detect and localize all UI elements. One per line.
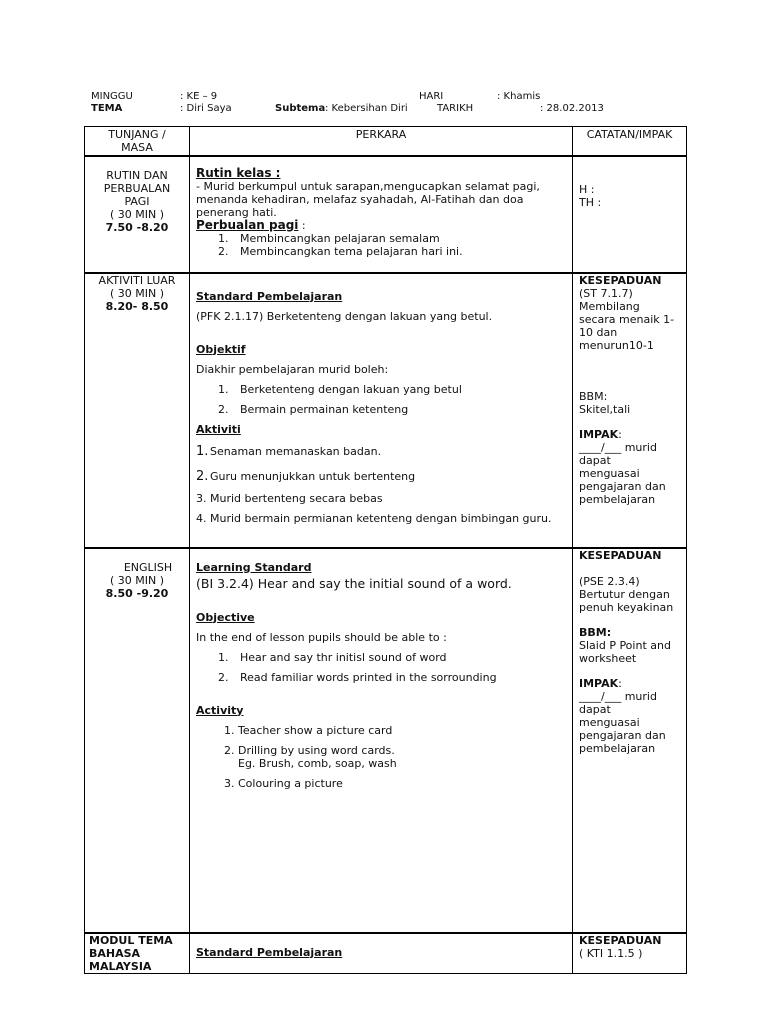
th-field: TH :	[579, 195, 602, 209]
header-perkara: PERKARA	[190, 127, 573, 156]
modul-catatan: KESEPADUAN ( KTI 1.1.5 )	[573, 933, 687, 974]
list-item: 2. Membincangkan tema pelajaran hari ini.	[218, 244, 463, 258]
lesson-plan-table	[84, 126, 687, 974]
hari-value: : Khamis	[497, 91, 541, 102]
list-item: 1. Hear and say thr initisl sound of word	[218, 650, 447, 664]
kesepaduan-title: KESEPADUAN	[579, 273, 662, 287]
standard-pembelajaran-title: Standard Pembelajaran	[196, 289, 343, 303]
rutin-perkara: Rutin kelas : - Murid berkumpul untuk sarapan,mengucapkan selamat pagi, menanda kehadiran, melafaz syahadah, Al-Fatihah dan doa penerang hati. Perbualan pagi : 1. Membincangkan pelajaran semalam 2. Membincangkan tema pelajaran hari ini.	[190, 156, 573, 273]
row-rutin	[85, 156, 687, 273]
rutin-time: 7.50 -8.20	[105, 220, 169, 234]
tarikh-value: : 28.02.2013	[540, 103, 604, 114]
subtema-label: Subtema	[275, 103, 326, 114]
header-catatan: CATATAN/IMPAK	[573, 127, 687, 156]
impak-title: IMPAK	[579, 427, 619, 441]
objective-intro: In the end of lesson pupils should be able to :	[196, 630, 447, 644]
list-item: 4. Murid bermain permianan ketenteng dengan bimbingan guru.	[196, 511, 552, 525]
minggu-value: : KE – 9	[180, 91, 218, 102]
list-item: 1. Teacher show a picture card	[224, 723, 393, 737]
row-english	[85, 548, 687, 933]
tema-label: TEMA	[91, 103, 123, 114]
objective-title: Objective	[196, 610, 255, 624]
list-item: 2. Read familiar words printed in the sorrounding	[218, 670, 497, 684]
objektif-title: Objektif	[196, 342, 246, 356]
modul-masa: MODUL TEMA BAHASA MALAYSIA	[85, 933, 190, 974]
modul-standard-title: Standard Pembelajaran	[196, 945, 343, 959]
rutin-masa: RUTIN DAN PERBUALAN PAGI ( 30 MIN ) 7.50 -8.20	[85, 156, 190, 273]
aktiviti-title: Aktiviti	[196, 422, 241, 436]
row-aktiviti-luar	[85, 273, 687, 548]
rutin-kelas-text: - Murid berkumpul untuk sarapan,mengucapkan selamat pagi, menanda kehadiran, melafaz syahadah, Al-Fatihah dan doa penerang hati.	[196, 179, 540, 219]
list-item: 3. Murid bertenteng secara bebas	[196, 491, 383, 505]
hari-label: HARI	[419, 91, 444, 102]
english-perkara	[190, 548, 573, 933]
bbm-text: Skitel,tali	[579, 402, 631, 416]
bbm-label: BBM:	[579, 389, 608, 403]
tarikh-label: TARIKH	[437, 103, 474, 114]
modul-perkara	[190, 933, 573, 974]
kesepaduan-title: KESEPADUAN	[579, 548, 662, 562]
english-catatan: KESEPADUAN (PSE 2.3.4) Bertutur dengan penuh keyakinan BBM: Slaid P Point and worksheet IMPAK: ____/___ murid dapat menguasai pengajaran dan pembelajaran	[573, 548, 687, 933]
aktiviti-masa: AKTIVITI LUAR ( 30 MIN ) 8.20- 8.50	[85, 273, 190, 548]
rutin-kelas-title: Rutin kelas :	[196, 165, 281, 180]
row-modul	[85, 933, 687, 974]
header-tunjang: TUNJANG / MASA	[85, 127, 190, 156]
english-time: 8.50 -9.20	[105, 586, 169, 600]
learning-standard-title: Learning Standard	[196, 560, 312, 574]
minggu-label: MINGGU	[91, 91, 133, 102]
list-item: 2. Guru menunjukkan untuk bertenteng	[196, 468, 416, 484]
list-item: 1. Senaman memanaskan badan.	[196, 443, 382, 459]
h-field: H :	[579, 182, 595, 196]
aktiviti-catatan: KESEPADUAN (ST 7.1.7) Membilang secara menaik 1- 10 dan menurun10-1 BBM: Skitel,tali IMPAK: ____/___ murid dapat menguasai pengajaran dan pembelajaran	[573, 273, 687, 548]
learning-standard-text: (BI 3.2.4) Hear and say the initial sound of a word.	[196, 575, 512, 591]
bbm-label: BBM:	[579, 625, 612, 639]
activity-title: Activity	[196, 703, 244, 717]
english-masa: ENGLISH ( 30 MIN ) 8.50 -9.20	[85, 548, 190, 933]
aktiviti-perkara	[190, 273, 573, 548]
objektif-intro: Diakhir pembelajaran murid boleh:	[196, 362, 389, 376]
list-item: 3. Colouring a picture	[224, 776, 343, 790]
list-item: 1. Berketenteng dengan lakuan yang betul	[218, 382, 462, 396]
impak-title: IMPAK	[579, 676, 619, 690]
kesepaduan-title: KESEPADUAN	[579, 933, 662, 947]
aktiviti-time: 8.20- 8.50	[105, 299, 169, 313]
tema-value: : Diri Saya	[180, 103, 232, 114]
subtema-value: : Kebersihan Diri	[325, 103, 408, 114]
list-item: 2. Bermain permainan ketenteng	[218, 402, 409, 416]
rutin-catatan	[573, 156, 687, 273]
list-item: 2. Drilling by using word cards. Eg. Brush, comb, soap, wash	[224, 743, 397, 770]
perbualan-title: Perbualan pagi	[196, 217, 299, 232]
standard-pembelajaran-text: (PFK 2.1.17) Berketenteng dengan lakuan yang betul.	[196, 309, 493, 323]
list-item: 1. Membincangkan pelajaran semalam	[218, 231, 440, 245]
table-header-row	[85, 127, 687, 156]
